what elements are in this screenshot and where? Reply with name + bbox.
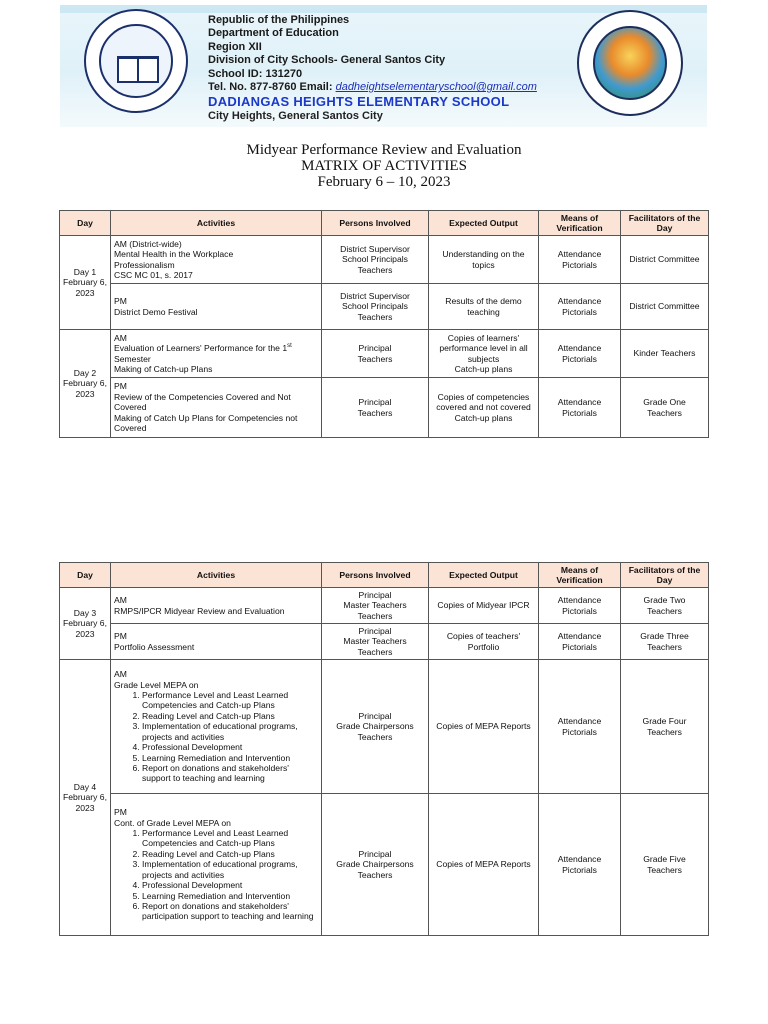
person-line: District Supervisor <box>340 243 410 254</box>
list-item: 3. Implementation of educational programs, projects and activities <box>142 721 318 742</box>
list-item: 4. Professional Development <box>142 880 318 890</box>
output-line: Catch-up plans <box>454 412 513 423</box>
person-line: Teachers <box>357 731 393 742</box>
output-line: Copies of teachers' <box>446 631 521 642</box>
table-row <box>60 588 709 624</box>
list-item: 5. Learning Remediation and Intervention <box>142 753 318 763</box>
means-cell <box>539 378 621 438</box>
day-cell: Day 1 February 6, 2023 <box>60 236 111 330</box>
facilitator-line: Teachers <box>647 407 682 418</box>
output-cell: Copies of Midyear IPCR <box>429 588 539 624</box>
facilitator-line: Grade Four <box>642 716 687 727</box>
table-header-row <box>60 211 709 236</box>
output-line: subjects <box>467 353 500 364</box>
activity-line: Semester <box>114 353 151 364</box>
persons-cell <box>322 794 429 936</box>
persons-cell <box>322 236 429 284</box>
means-line: Pictorials <box>562 259 597 270</box>
person-line: Principal <box>358 848 392 859</box>
activity-line: AM <box>114 669 127 680</box>
table-row <box>60 284 709 330</box>
persons-cell <box>322 588 429 624</box>
school-name: DADIANGAS HEIGHTS ELEMENTARY SCHOOL <box>208 94 510 109</box>
activity-line: AM (District-wide) <box>114 238 182 249</box>
list-item: 1. Performance Level and Least Learned Competencies and Catch-up Plans <box>142 828 318 849</box>
means-line: Attendance <box>557 397 602 408</box>
activity-line: Grade Level MEPA on <box>114 679 199 690</box>
output-line: Portfolio <box>467 641 500 652</box>
person-line: Teachers <box>357 407 393 418</box>
list-item: 6. Report on donations and stakeholders' support to teaching and learning <box>142 763 318 784</box>
col-header-facilitators: Facilitators of the Day <box>621 211 709 236</box>
activity-cell <box>111 660 322 794</box>
open-book-icon <box>117 56 159 83</box>
activity-line: District Demo Festival <box>114 306 198 317</box>
means-cell <box>539 624 621 660</box>
persons-cell <box>322 660 429 794</box>
facilitator-line: Grade Five <box>643 854 686 865</box>
day-cell: Day 2 February 6, 2023 <box>60 330 111 438</box>
list-item: 2. Reading Level and Catch-up Plans <box>142 711 318 721</box>
letterhead-line: Republic of the Philippines <box>208 14 350 26</box>
school-address: City Heights, General Santos City <box>208 110 383 122</box>
list-item: 2. Reading Level and Catch-up Plans <box>142 849 318 859</box>
division-seal-logo <box>577 10 683 116</box>
means-line: Pictorials <box>562 605 597 616</box>
person-line: School Principals <box>342 301 408 312</box>
person-line: Master Teachers <box>343 636 407 647</box>
school-seal-inner <box>99 24 173 98</box>
activity-cell <box>111 378 322 438</box>
activity-line: Cont. of Grade Level MEPA on <box>114 817 231 828</box>
means-cell <box>539 284 621 330</box>
school-seal-logo <box>84 9 188 113</box>
letterhead-line: School ID: 131270 <box>208 67 303 80</box>
document-title <box>0 142 768 190</box>
activity-line: Review of the Competencies Covered and Not <box>114 391 291 402</box>
activity-line: PM <box>114 631 127 642</box>
persons-cell <box>322 378 429 438</box>
persons-cell <box>322 330 429 378</box>
activities-table-2 <box>59 562 709 936</box>
person-line: Principal <box>358 710 392 721</box>
activity-line: CSC MC 01, s. 2017 <box>114 269 193 280</box>
list-item: 1. Performance Level and Least Learned Competencies and Catch-up Plans <box>142 690 318 711</box>
means-cell <box>539 660 621 794</box>
mepa-topic-list <box>114 690 318 784</box>
col-header-means: Means of Verification <box>539 211 621 236</box>
col-header-persons: Persons Involved <box>322 563 429 588</box>
activity-line: AM <box>114 332 127 343</box>
output-cell: Copies of MEPA Reports <box>429 794 539 936</box>
means-line: Attendance <box>557 595 602 606</box>
means-cell <box>539 588 621 624</box>
activity-line: Professionalism <box>114 259 175 270</box>
day-cell: Day 3 February 6, 2023 <box>60 588 111 660</box>
activity-line: PM <box>114 296 127 307</box>
activity-line: AM <box>114 595 127 606</box>
col-header-persons: Persons Involved <box>322 211 429 236</box>
output-line: Understanding on the <box>442 249 525 260</box>
persons-cell <box>322 624 429 660</box>
output-line: Copies of learners' <box>447 332 520 343</box>
letterhead-line: Region XII <box>208 40 262 53</box>
col-header-activities: Activities <box>111 211 322 236</box>
means-line: Pictorials <box>562 726 597 737</box>
person-line: Principal <box>358 343 392 354</box>
col-header-means: Means of Verification <box>539 563 621 588</box>
person-line: School Principals <box>342 254 408 265</box>
means-line: Pictorials <box>562 407 597 418</box>
email-link[interactable]: dadheightselementaryschool@gmail.com <box>335 81 537 94</box>
letterhead-line: Division of City Schools- General Santos City <box>208 54 446 67</box>
facilitator-cell <box>621 660 709 794</box>
means-line: Attendance <box>557 631 602 642</box>
output-line: Results of the demo <box>445 296 522 307</box>
facilitator-cell <box>621 794 709 936</box>
col-header-day: Day <box>60 211 111 236</box>
means-line: Pictorials <box>562 641 597 652</box>
person-line: Principal <box>358 625 392 636</box>
output-cell <box>429 284 539 330</box>
activity-line: Mental Health in the Workplace <box>114 249 234 260</box>
activity-cell <box>111 330 322 378</box>
activity-cell <box>111 624 322 660</box>
persons-cell <box>322 284 429 330</box>
facilitator-cell: District Committee <box>621 284 709 330</box>
facilitator-line: Teachers <box>647 605 682 616</box>
table-row <box>60 236 709 284</box>
output-line: Catch-up plans <box>454 363 513 374</box>
means-cell <box>539 236 621 284</box>
means-line: Pictorials <box>562 353 597 364</box>
table-row <box>60 330 709 378</box>
activity-line: RMPS/IPCR Midyear Review and Evaluation <box>114 605 285 616</box>
activity-cell <box>111 794 322 936</box>
letterhead-line: Department of Education <box>208 27 339 40</box>
activity-line: PM <box>114 381 127 392</box>
means-line: Attendance <box>557 854 602 865</box>
activity-cell <box>111 284 322 330</box>
letterhead-text <box>208 14 537 94</box>
tel-label: Tel. No. 877-8760 Email: <box>208 81 336 94</box>
facilitator-cell: District Committee <box>621 236 709 284</box>
output-line: covered and not covered <box>436 402 531 413</box>
person-line: Teachers <box>357 311 393 322</box>
division-seal-inner <box>593 26 667 100</box>
title-line-2: MATRIX OF ACTIVITIES <box>301 158 467 174</box>
facilitator-cell: Kinder Teachers <box>621 330 709 378</box>
facilitator-line: Teachers <box>647 726 682 737</box>
means-line: Attendance <box>557 249 602 260</box>
title-line-1: Midyear Performance Review and Evaluation <box>246 142 522 158</box>
facilitator-line: Teachers <box>647 864 682 875</box>
activity-line: Covered <box>114 423 147 434</box>
output-line: topics <box>472 259 495 270</box>
person-line: District Supervisor <box>340 290 410 301</box>
person-line: Teachers <box>357 610 393 621</box>
list-item: 3. Implementation of educational programs, projects and activities <box>142 859 318 880</box>
activities-table-1 <box>59 210 709 438</box>
mepa-topic-list <box>114 828 318 922</box>
facilitator-line: Grade Three <box>640 631 689 642</box>
means-line: Attendance <box>557 343 602 354</box>
facilitator-line: Teachers <box>647 641 682 652</box>
ordinal-suffix: st <box>287 343 292 350</box>
person-line: Teachers <box>357 264 393 275</box>
title-line-3: February 6 – 10, 2023 <box>317 174 451 190</box>
activity-line: Making of Catch-up Plans <box>114 363 213 374</box>
output-cell: Copies of MEPA Reports <box>429 660 539 794</box>
means-line: Attendance <box>557 296 602 307</box>
list-item: 5. Learning Remediation and Intervention <box>142 891 318 901</box>
facilitator-cell <box>621 588 709 624</box>
means-line: Pictorials <box>562 864 597 875</box>
output-line: Copies of competencies <box>437 391 530 402</box>
list-item: 6. Report on donations and stakeholders' participation support to teaching and learning <box>142 901 318 922</box>
table-row <box>60 378 709 438</box>
means-line: Pictorials <box>562 306 597 317</box>
facilitator-cell <box>621 378 709 438</box>
activity-line: PM <box>114 807 127 818</box>
activity-line: Covered <box>114 402 147 413</box>
person-line: Grade Chairpersons <box>336 859 414 870</box>
person-line: Teachers <box>357 646 393 657</box>
activity-line <box>114 343 318 353</box>
col-header-day: Day <box>60 563 111 588</box>
col-header-output: Expected Output <box>429 211 539 236</box>
col-header-output: Expected Output <box>429 563 539 588</box>
output-cell <box>429 378 539 438</box>
day-cell: Day 4 February 6, 2023 <box>60 660 111 936</box>
activity-line: Portfolio Assessment <box>114 641 195 652</box>
person-line: Grade Chairpersons <box>336 721 414 732</box>
facilitator-cell <box>621 624 709 660</box>
means-cell <box>539 330 621 378</box>
means-cell <box>539 794 621 936</box>
table-row <box>60 624 709 660</box>
person-line: Teachers <box>357 353 393 364</box>
activity-cell <box>111 236 322 284</box>
activity-text: Evaluation of Learners' Performance for the 1 <box>114 343 288 354</box>
output-line: performance level in all <box>439 343 528 354</box>
output-cell <box>429 624 539 660</box>
facilitator-line: Grade Two <box>643 595 686 606</box>
facilitator-line: Grade One <box>643 397 686 408</box>
person-line: Teachers <box>357 869 393 880</box>
output-cell <box>429 236 539 284</box>
output-cell <box>429 330 539 378</box>
person-line: Master Teachers <box>343 600 407 611</box>
list-item: 4. Professional Development <box>142 742 318 752</box>
contact-line <box>208 81 537 94</box>
activity-line: Making of Catch Up Plans for Competencies not <box>114 412 298 423</box>
output-line: teaching <box>467 306 500 317</box>
table-row <box>60 794 709 936</box>
table-header-row <box>60 563 709 588</box>
person-line: Principal <box>358 589 392 600</box>
col-header-facilitators: Facilitators of the Day <box>621 563 709 588</box>
col-header-activities: Activities <box>111 563 322 588</box>
person-line: Principal <box>358 397 392 408</box>
means-line: Attendance <box>557 716 602 727</box>
activity-cell <box>111 588 322 624</box>
table-row <box>60 660 709 794</box>
